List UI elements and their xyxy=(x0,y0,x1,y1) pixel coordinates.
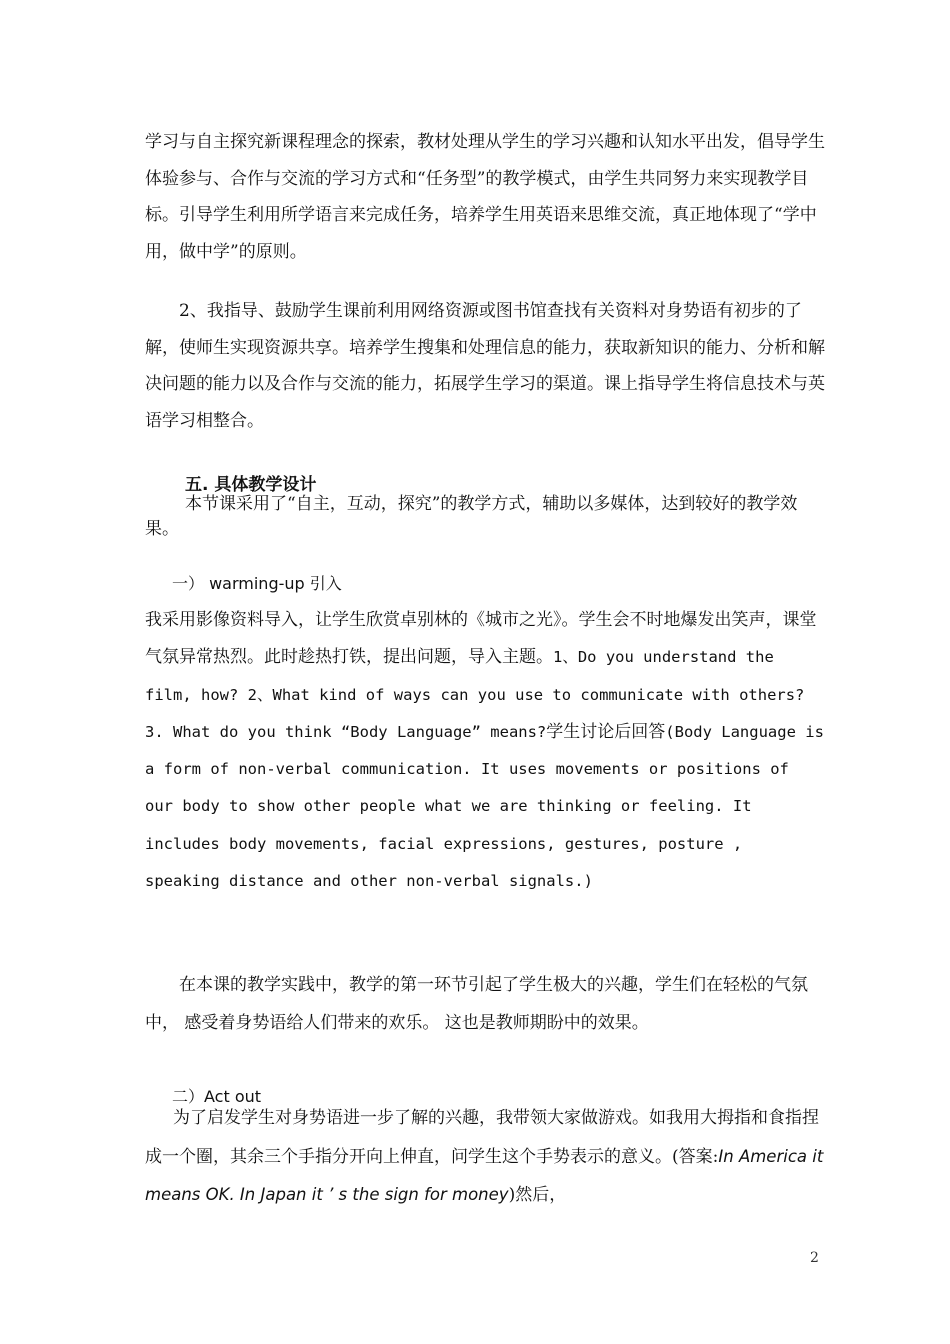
paragraph-4-answer-lead: 学生讨论后回答 xyxy=(546,721,666,742)
paragraph-5-answer: In America it means OK. In Japan it ’ s the sign for money xyxy=(145,1146,824,1204)
section-5-heading: 五. 具体教学设计 xyxy=(185,475,317,495)
paragraph-4-answer: (Body Language is a form of non-verbal communication. It uses movements or positions of our body to show other people what we are thinking or feeling. It includes body movements, facial expressions, gestures, posture , speaking distance and other non-verbal signals.) xyxy=(145,722,824,891)
paragraph-2-text: 2、我指导、鼓励学生课前利用网络资源或图书馆查找有关资料对身势语有初步的了解，使师生实现资源共享。培养学生搜集和处理信息的能力，获取新知识的能力、分析和解决问题的能力以及合作与交流的能力，拓展学生学习的渠道。课上指导学生将信息技术与英语学习相整合。 xyxy=(145,301,825,431)
paragraph-discussion-text: 在本课的教学实践中，教学的第一环节引起了学生极大的兴趣，学生们在轻松的气氛中， 感受着身势语给人们带来的欢乐。 这也是教师期盼中的效果。 xyxy=(145,975,808,1033)
page-number: 2 xyxy=(810,1250,819,1266)
paragraph-5-text: 为了启发学生对身势语进一步了解的兴趣，我带领大家做游戏。如我用大拇指和食指捏成一个圈，其余三个手指分开向上伸直，问学生这个手势表示的意义。 xyxy=(145,1108,819,1167)
part-1-heading: 一） warming-up 引入 xyxy=(172,574,342,593)
part-2-heading: 二）Act out xyxy=(172,1087,262,1106)
paragraph-5-answer-lead: (答案: xyxy=(672,1146,719,1167)
paragraph-2 xyxy=(145,293,825,439)
paragraph-5 xyxy=(145,1100,825,1215)
paragraph-3: 本节课采用了“自主，互动，探究”的教学方式，辅助以多媒体，达到较好的教学效果。 xyxy=(145,494,798,539)
paragraph-4 xyxy=(145,602,825,900)
paragraph-4-chinese: 我采用影像资料导入，让学生欣赏卓别林的《城市之光》。学生会不时地爆发出笑声，课堂气氛异常热烈。此时趁热打铁，提出问题，导入主题。 xyxy=(145,610,817,668)
paragraph-1: 学习与自主探究新课程理念的探索，教材处理从学生的学习兴趣和认知水平出发，倡导学生体验参与、合作与交流的学习方式和“任务型”的教学模式，由学生共同努力来实现教学目标。引导学生利用所学语言来完成任务，培养学生用英语来思维交流，真正地体现了“学中用，做中学”的原则。 xyxy=(145,132,825,262)
paragraph-4-questions: 1、Do you understand the film, how? 2、What kind of ways can you use to communicate with others? 3. What do you think “Body Language” means? xyxy=(145,648,805,741)
paragraph-5-answer-tail: )然后， xyxy=(508,1185,567,1205)
paragraph-discussion xyxy=(145,966,825,1042)
